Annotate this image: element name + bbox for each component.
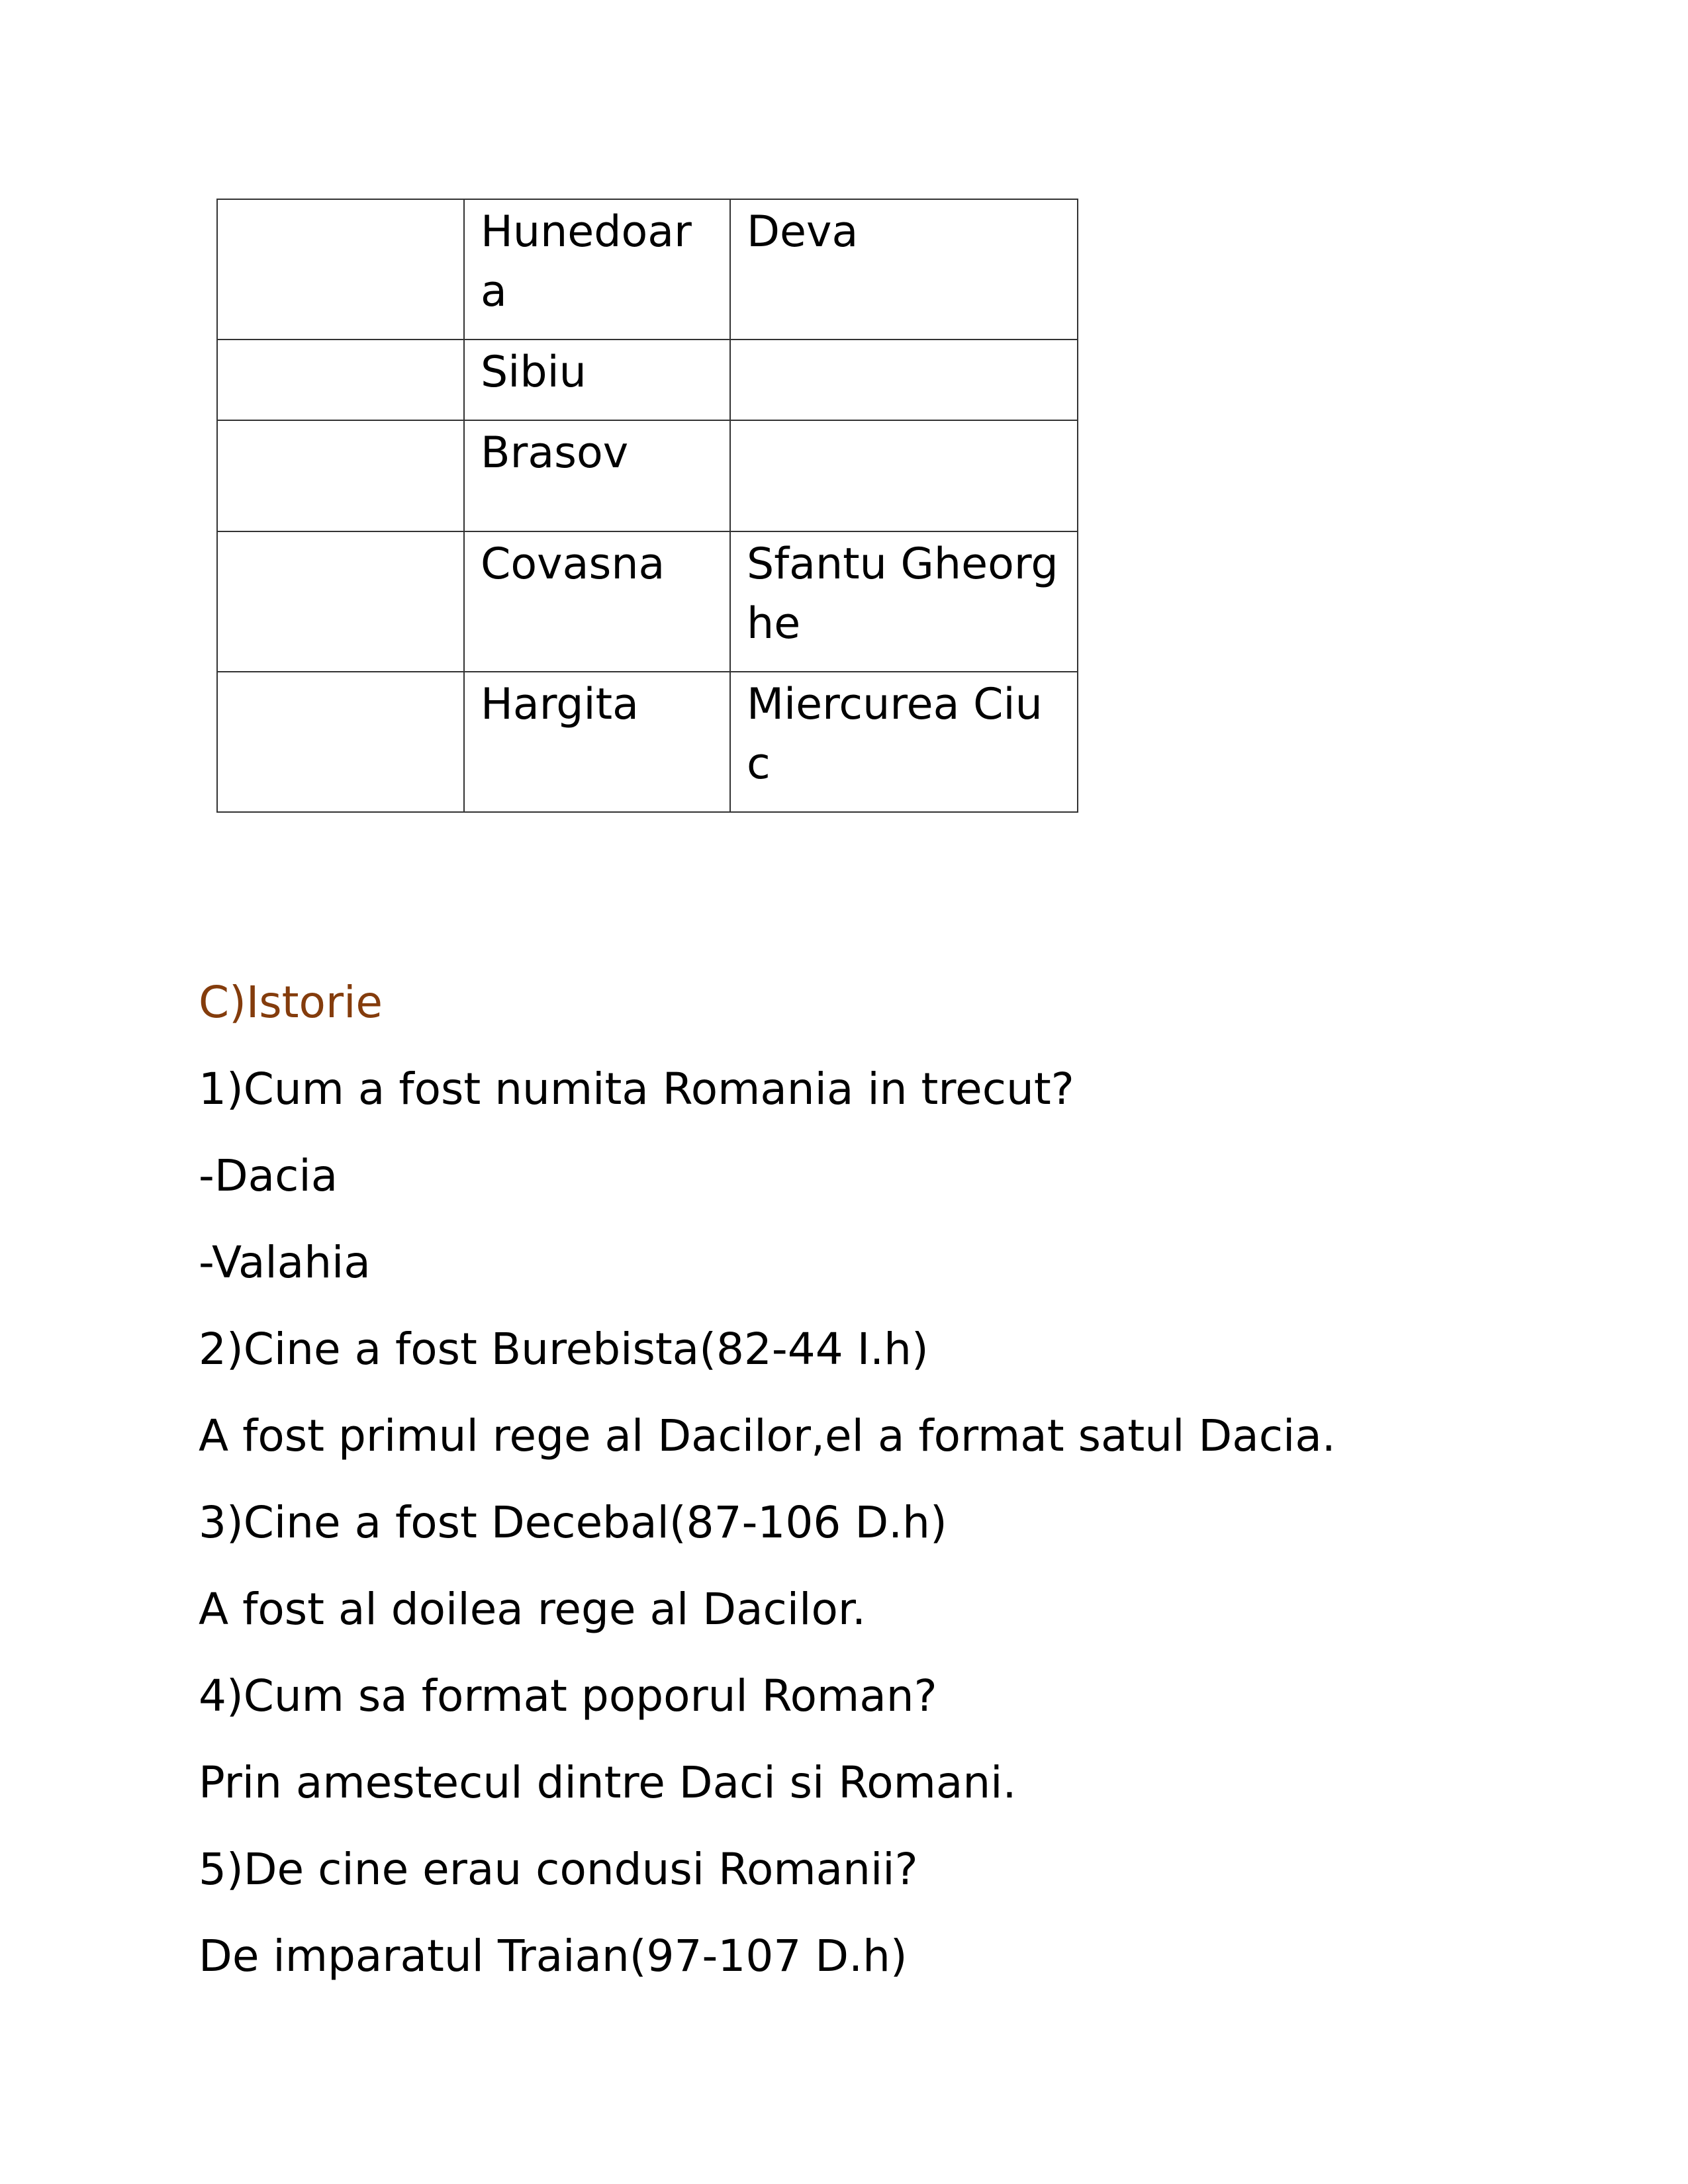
table-cell-county: Hunedoara [464,199,730,340]
answer-2: A fost primul rege al Dacilor,el a format satul Dacia. [199,1410,1336,1461]
question-3: 3)Cine a fost Decebal(87-106 D.h) [199,1497,947,1548]
table-cell-capital [730,340,1078,420]
table-cell-county: Covasna [464,531,730,672]
table-cell-county: Brasov [464,420,730,531]
table-cell-empty [217,672,464,812]
table-cell-empty [217,420,464,531]
table-row [217,531,1078,672]
question-5: 5)De cine erau condusi Romanii? [199,1844,918,1895]
table-row [217,420,1078,531]
table-cell-county: Sibiu [464,340,730,420]
question-4: 4)Cum sa format poporul Roman? [199,1670,937,1721]
question-1: 1)Cum a fost numita Romania in trecut? [199,1064,1074,1115]
table-cell-empty [217,340,464,420]
answer-1b: -Valahia [199,1237,371,1288]
history-section [199,973,1523,2013]
answer-4: Prin amestecul dintre Daci si Romani. [199,1757,1017,1808]
table-row [217,672,1078,812]
answer-5: De imparatul Traian(97-107 D.h) [199,1931,908,1981]
table-row [217,199,1078,340]
table-cell-empty [217,199,464,340]
table-row [217,340,1078,420]
table-cell-capital: Sfantu Gheorghe [730,531,1078,672]
table-cell-capital [730,420,1078,531]
counties-table [216,199,1078,813]
table-cell-empty [217,531,464,672]
table-cell-county: Hargita [464,672,730,812]
table-cell-capital: Deva [730,199,1078,340]
answer-1a: -Dacia [199,1150,338,1201]
section-heading: C)Istorie [199,977,383,1028]
question-2: 2)Cine a fost Burebista(82-44 I.h) [199,1324,929,1375]
answer-3: A fost al doilea rege al Dacilor. [199,1584,866,1635]
table-cell-capital: Miercurea Ciuc [730,672,1078,812]
